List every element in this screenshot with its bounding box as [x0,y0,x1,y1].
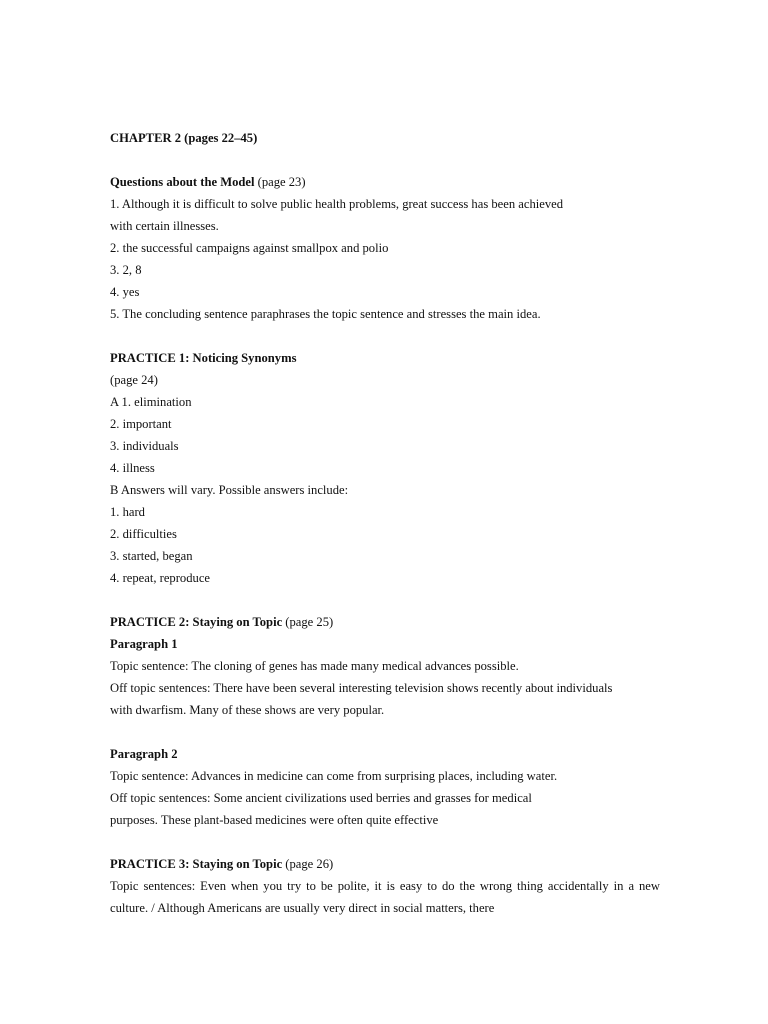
answer-key-page [110,127,660,919]
practice1-answer-line: 3. started, began [110,549,193,563]
spacer [110,325,660,347]
practice1-heading: PRACTICE 1: Noticing Synonyms [110,351,297,365]
spacer [110,831,660,853]
model-questions-page-ref: (page 23) [254,175,306,189]
chapter-title: CHAPTER 2 (pages 22–45) [110,131,258,145]
model-answer-line: 4. yes [110,285,140,299]
practice3-text: Topic sentences: Even when you try to be polite, it is easy to do the wrong thing accidentally in a new culture. / Although Americans are usually very direct in social matters, there [110,879,660,915]
paragraph2-line: purposes. These plant-based medicines were often quite effective [110,813,439,827]
paragraph1-line: Off topic sentences: There have been several interesting television shows recently about individuals [110,681,613,695]
paragraph2-line: Topic sentence: Advances in medicine can come from surprising places, including water. [110,769,558,783]
model-answer-line: with certain illnesses. [110,219,219,233]
practice1-answer-line: B Answers will vary. Possible answers include: [110,483,349,497]
practice2-heading: PRACTICE 2: Staying on Topic [110,615,283,629]
model-questions-heading-line [110,171,660,193]
spacer [110,589,660,611]
practice1-answer-line: 1. hard [110,505,145,519]
paragraph2-heading: Paragraph 2 [110,747,178,761]
practice1-answer-line: 4. illness [110,461,155,475]
model-answer-line: 5. The concluding sentence paraphrases the topic sentence and stresses the main idea. [110,307,541,321]
paragraph1-line: with dwarfism. Many of these shows are very popular. [110,703,385,717]
model-questions-heading: Questions about the Model [110,175,255,189]
paragraph1-line: Topic sentence: The cloning of genes has made many medical advances possible. [110,659,519,673]
practice1-answer-line: 2. difficulties [110,527,177,541]
practice1-answer-line: 3. individuals [110,439,179,453]
model-answer-line: 1. Although it is difficult to solve public health problems, great success has been achieved [110,197,564,211]
practice3-page-ref: (page 26) [282,857,334,871]
practice1-answer-line: 2. important [110,417,172,431]
spacer [110,721,660,743]
model-answer-line: 3. 2, 8 [110,263,142,277]
practice2-heading-line [110,611,660,633]
practice2-page-ref: (page 25) [282,615,334,629]
spacer [110,149,660,171]
practice1-answer-line: A 1. elimination [110,395,192,409]
practice3-heading-line [110,853,660,875]
practice1-page-ref: (page 24) [110,373,158,387]
paragraph2-line: Off topic sentences: Some ancient civilizations used berries and grasses for medical [110,791,532,805]
practice3-heading: PRACTICE 3: Staying on Topic [110,857,283,871]
model-answer-line: 2. the successful campaigns against smallpox and polio [110,241,389,255]
paragraph1-heading: Paragraph 1 [110,637,178,651]
practice1-answer-line: 4. repeat, reproduce [110,571,210,585]
